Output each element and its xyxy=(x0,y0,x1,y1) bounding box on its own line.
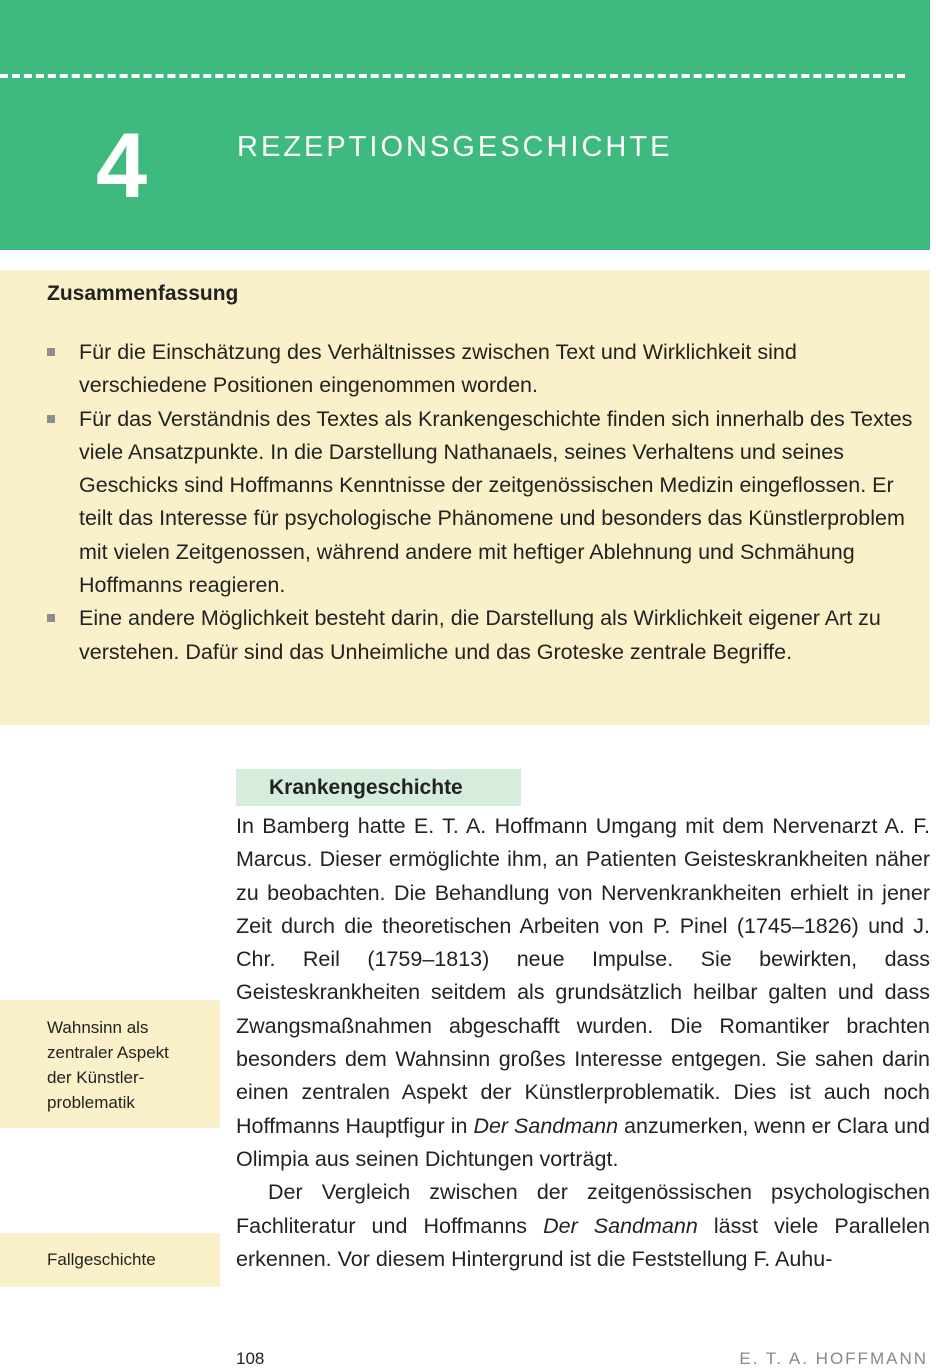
summary-item xyxy=(47,403,922,603)
chapter-header-band xyxy=(0,0,930,250)
summary-item-text: Eine andere Möglichkeit besteht darin, die Darstellung als Wirklichkeit eigener Art zu verstehen. Dafür sind das Unheimliche und das Groteske zentrale Begriffe. xyxy=(79,606,881,664)
page-number: 108 xyxy=(236,1349,265,1368)
summary-item-text: Für die Einschätzung des Verhältnisses zwischen Text und Wirklichkeit sind verschiedene Positionen eingenommen worden. xyxy=(79,340,797,398)
dashed-divider xyxy=(0,74,905,78)
summary-item-text: Für das Verständnis des Textes als Krankengeschichte finden sich innerhalb des Textes viele Ansatzpunkte. In die Darstellung Nathanaels, seines Verhaltens und seines Geschicks sind Hoffmanns Kenntnisse der zeitgenössischen Medizin eingeflossen. Er teilt das Interesse für psychologische Phänomene und besonders das Künstlerproblem mit vielen Zeitgenossen, während andere mit heftiger Ablehnung und Schmähung Hoffmanns reagieren. xyxy=(79,406,913,598)
summary-heading: Zusammenfassung xyxy=(47,282,239,305)
body-text xyxy=(236,810,930,1276)
margin-note-madness: Wahnsinn als zentraler Aspekt der Künstler- problematik xyxy=(0,1000,220,1128)
summary-item xyxy=(47,602,922,669)
paragraph: Der Vergleich zwischen der zeitgenössischen psychologischen Fachliteratur und Hoffmanns Der Sandmann lässt viele Parallelen erkennen. Vor diesem Hintergrund ist die Feststellung F. Auhu- xyxy=(236,1180,930,1271)
square-bullet-icon xyxy=(47,415,55,423)
running-title: E. T. A. HOFFMANN xyxy=(739,1349,928,1368)
summary-item xyxy=(47,336,922,403)
section-heading: Krankengeschichte xyxy=(236,769,521,806)
paragraph: In Bamberg hatte E. T. A. Hoffmann Umgang mit dem Nervenarzt A. F. Marcus. Dieser ermöglichte ihm, an Patienten Geisteskrankheiten näher zu beobachten. Die Behandlung von Nervenkrankheiten erhielt in jener Zeit durch die theoretischen Arbeiten von P. Pinel (1745–1826) und J. Chr. Reil (1759–1813) neue Impulse. Sie bewirkten, dass Geisteskrankheiten seitdem als grundsätzlich heilbar galten und dass Zwangsmaßnahmen abgeschafft wurden. Die Romantiker brachten besonders dem Wahnsinn großes Interesse entgegen. Sie sahen darin einen zentralen Aspekt der Künstlerproblematik. Dies ist auch noch Hoffmanns Hauptfigur in Der Sandmann anzumerken, wenn er Clara und Olimpia aus seinen Dichtungen vorträgt. xyxy=(236,814,930,1171)
margin-note-case-history: Fallgeschichte xyxy=(0,1233,220,1287)
summary-list xyxy=(47,336,922,669)
work-title: Der Sandmann xyxy=(473,1113,619,1138)
square-bullet-icon xyxy=(47,614,55,622)
chapter-title: REZEPTIONSGESCHICHTE xyxy=(237,131,673,163)
square-bullet-icon xyxy=(47,348,55,356)
chapter-number: 4 xyxy=(96,115,148,217)
work-title: Der Sandmann xyxy=(543,1213,698,1238)
